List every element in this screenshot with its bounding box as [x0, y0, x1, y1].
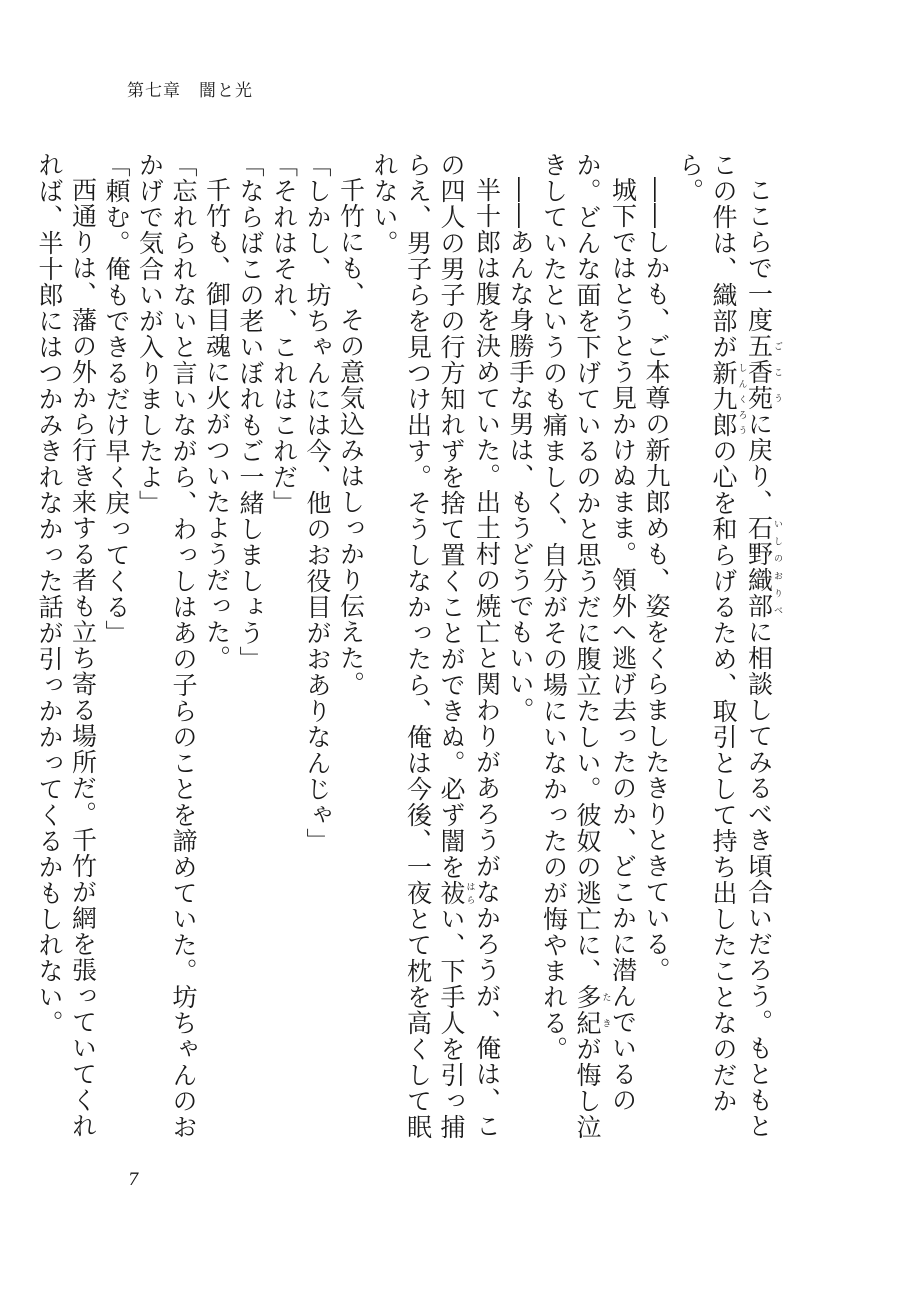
paragraph	[537, 152, 640, 1152]
body-text	[35, 152, 782, 1152]
running-head: 第七章 闇と光	[127, 81, 253, 101]
furigana: たき	[600, 984, 611, 1036]
page-number: 7	[128, 1170, 139, 1190]
paragraph	[334, 152, 368, 1152]
text-segment: 「それはそれ、これはこれだ」	[269, 152, 299, 516]
text-segment: 城下ではとうとう見かけぬまま。領外へ逃げ去ったのか、どこかに潜んでいるのか。どんな面を下げているのかと思うだに腹立たしい。彼奴の逃亡に、	[573, 152, 638, 1113]
ruby-word: 五香苑ごこう	[744, 333, 782, 411]
text-segment: 半十郎は腹を決めていた。出土村の焼亡と関わりがあろうがなかろうが、俺は、この四人の男子の行方知れずを捨て置くことができぬ。必ず闇を	[437, 152, 502, 1139]
text-segment: 西通りは、藩の外から行き来する者も立ち寄る場所だ。千竹が網を張っていてくれれば、半十郎にはつかみきれなかった話が引っかかってくるかもしれない。	[35, 152, 98, 1139]
text-segment: 千竹にも、その意気込みはしっかり伝えた。	[336, 177, 366, 697]
paragraph	[100, 152, 134, 1152]
text-segment: 「忘れられないと言いながら、わっしはあの子らのことを諦めていた。坊ちゃんのおかげで気合いが入りましたよ」	[135, 152, 198, 1140]
text-segment: ――しかも、ご本尊の新九郎めも、姿をくらましたきりときている。	[642, 177, 671, 983]
paragraph	[368, 152, 504, 1152]
paragraph	[673, 152, 782, 1152]
paragraph	[234, 152, 268, 1152]
ruby-word: 新九郎しんくろう	[709, 360, 747, 438]
furigana: いしの	[772, 515, 782, 567]
furigana: ごこう	[772, 333, 782, 411]
ruby-word: 織部おりべ	[744, 567, 782, 619]
paragraph	[640, 152, 674, 1152]
furigana: はら	[464, 880, 475, 906]
text-segment: 「しかし、坊ちゃんには今、他のお役目がおありなんじゃ」	[303, 152, 332, 854]
text-segment: 「ならばこの老いぼれもご一緒しましょう」	[236, 152, 265, 672]
furigana: おりべ	[772, 567, 782, 619]
paragraph	[267, 152, 301, 1152]
ruby-word: 多紀たき	[573, 984, 611, 1036]
text-segment: 「頼む。俺もできるだけ早く戻ってくる」	[102, 152, 131, 646]
ruby-word: 石野いしの	[744, 515, 782, 567]
text-segment: い、下手人を引っ捕らえ、男子らを見つけ出す。そうしなかったら、俺は今後、一夜とて枕を高くして眠れない。	[370, 152, 466, 1140]
text-segment: ここらで一度	[744, 177, 774, 333]
paragraph	[200, 152, 234, 1152]
text-segment: 千竹も、御目魂に火がついたようだった。	[202, 177, 232, 671]
text-segment: ――あんな身勝手な男は、もうどうでもいい。	[506, 177, 535, 723]
text-segment: に戻り、	[744, 411, 774, 515]
text-segment: が悔し泣きしていたというのも痛ましく、自分がその場にいなかったのが悔やまれる。	[539, 152, 602, 1140]
paragraph	[133, 152, 200, 1152]
paragraph	[301, 152, 335, 1152]
text-segment: の心を和らげるため、取引として持ち出したことなのだから。	[675, 152, 738, 1114]
paragraph	[33, 152, 100, 1152]
furigana: しんくろう	[736, 360, 747, 438]
text-segment: に相談してみるべき頃合いだろう。もともとこの件は、織部が	[709, 152, 774, 1139]
paragraph	[504, 152, 538, 1152]
ruby-word: 祓はら	[437, 880, 475, 906]
